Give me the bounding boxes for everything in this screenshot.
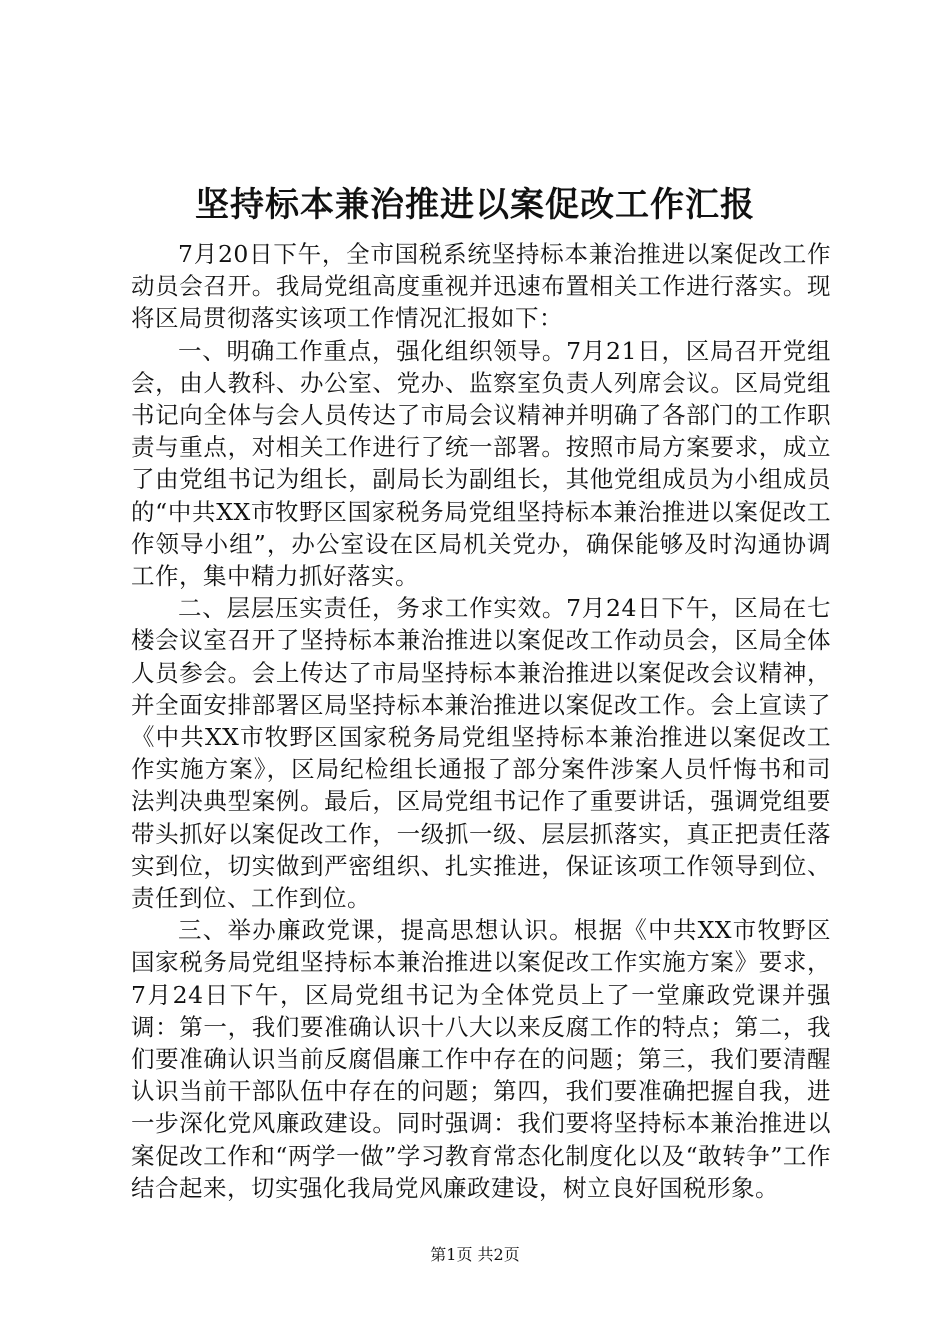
paragraph-section-1: 一、明确工作重点，强化组织领导。7月21日，区局召开党组会，由人教科、办公室、党办、监察室负责人列席会议。区局党组书记向全体与会人员传达了市局会议精神并明确了各部门的工作职责与重点，对相关工作进行了统一部署。按照市局方案要求，成立了由党组书记为组长，副局长为副组长，其他党组成员为小组成员的“中共XX市牧野区国家税务局党组坚持标本兼治推进以案促改工作领导小组”，办公室设在区局机关党办，确保能够及时沟通协调工作，集中精力抓好落实。 (131, 336, 831, 591)
document-title: 坚持标本兼治推进以案促改工作汇报 (195, 185, 755, 225)
paragraph-section-3: 三、举办廉政党课，提高思想认识。根据《中共XX市牧野区国家税务局党组坚持标本兼治推进以案促改工作实施方案》要求，7月24日下午，区局党组书记为全体党员上了一堂廉政党课并强调：第一，我们要准确认识十八大以来反腐工作的特点；第二，我们要准确认识当前反腐倡廉工作中存在的问题；第三，我们要清醒认识当前干部队伍中存在的问题；第四，我们要准确把握自我，进一步深化党风廉政建设。同时强调：我们要将坚持标本兼治推进以案促改工作和“两学一做”学习教育常态化制度化以及“敢转争”工作结合起来，切实强化我局党风廉政建设，树立良好国税形象。 (131, 916, 831, 1202)
paragraph-section-2: 二、层层压实责任，务求工作实效。7月24日下午，区局在七楼会议室召开了坚持标本兼治推进以案促改工作动员会，区局全体人员参会。会上传达了市局坚持标本兼治推进以案促改会议精神，并全面安排部署区局坚持标本兼治推进以案促改工作。会上宣读了《中共XX市牧野区国家税务局党组坚持标本兼治推进以案促改工作实施方案》，区局纪检组长通报了部分案件涉案人员忏悔书和司法判决典型案例。最后，区局党组书记作了重要讲话，强调党组要带头抓好以案促改工作，一级抓一级、层层抓落实，真正把责任落实到位，切实做到严密组织、扎实推进，保证该项工作领导到位、责任到位、工作到位。 (131, 594, 831, 913)
document-body (131, 238, 831, 1204)
paragraph-intro: 7月20日下午，全市国税系统坚持标本兼治推进以案促改工作动员会召开。我局党组高度重视并迅速布置相关工作进行落实。现将区局贯彻落实该项工作情况汇报如下： (131, 240, 831, 333)
page-number-footer: 第1页 共2页 (430, 1245, 520, 1264)
